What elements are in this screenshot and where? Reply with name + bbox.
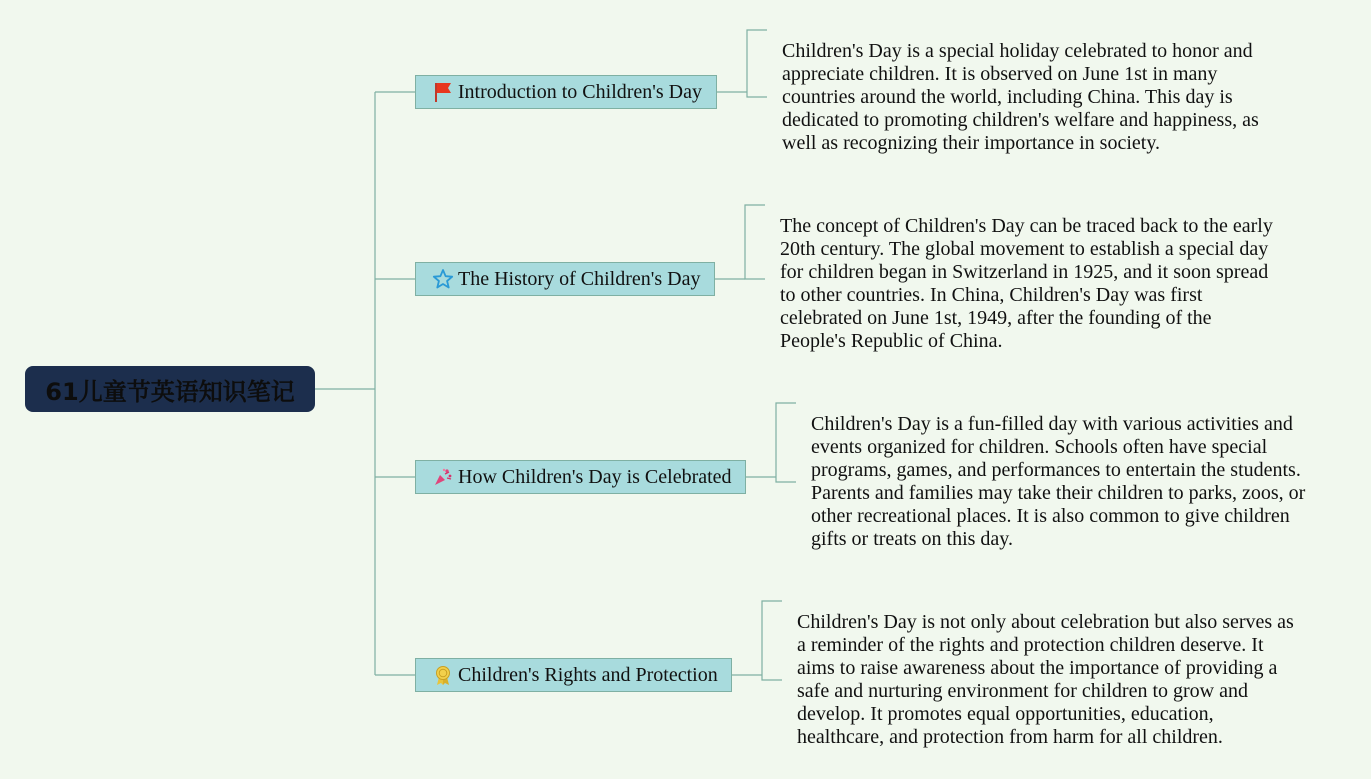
note-line: other recreational places. It is also common to give children	[811, 505, 1290, 527]
red-flag-icon	[432, 81, 454, 103]
note-line: a reminder of the rights and protection children deserve. It	[797, 634, 1264, 656]
note-line: dedicated to promoting children's welfare and happiness, as	[782, 109, 1259, 131]
root-title: 61儿童节英语知识笔记	[45, 377, 295, 406]
note-line: safe and nurturing environment for children to grow and	[797, 680, 1248, 702]
note-line: programs, games, and performances to entertain the students.	[811, 459, 1301, 481]
note-line: events organized for children. Schools often have special	[811, 436, 1268, 458]
branch-label: Introduction to Children's Day	[457, 80, 702, 103]
note-line: countries around the world, including China. This day is	[782, 86, 1233, 108]
branch-label: How Children's Day is Celebrated	[458, 465, 732, 488]
note-line: 20th century. The global movement to establish a special day	[780, 238, 1269, 260]
award-ribbon-icon	[432, 664, 454, 686]
note-line: aims to raise awareness about the importance of providing a	[797, 657, 1278, 679]
note-line: for children began in Switzerland in 1925, and it soon spread	[780, 261, 1269, 283]
note-line: Children's Day is a fun-filled day with various activities and	[811, 413, 1293, 435]
star-icon	[432, 268, 454, 290]
note-history	[780, 215, 1273, 353]
note-line: healthcare, and protection from harm for all children.	[797, 726, 1223, 748]
branch-history[interactable]	[415, 262, 715, 296]
note-line: People's Republic of China.	[780, 330, 1003, 352]
note-line: appreciate children. It is observed on June 1st in many	[782, 63, 1218, 85]
branch-label: The History of Children's Day	[458, 267, 701, 290]
note-rights	[797, 611, 1294, 749]
note-line: gifts or treats on this day.	[811, 528, 1014, 550]
root-topic[interactable]	[25, 366, 315, 412]
branch-celebration[interactable]	[415, 460, 746, 494]
note-line: develop. It promotes equal opportunities, education,	[797, 703, 1214, 725]
note-line: to other countries. In China, Children's Day was first	[780, 284, 1203, 306]
branch-rights[interactable]	[415, 658, 732, 692]
note-line: celebrated on June 1st, 1949, after the founding of the	[780, 307, 1212, 329]
note-line: The concept of Children's Day can be traced back to the early	[780, 215, 1273, 237]
branch-label: Children's Rights and Protection	[458, 663, 718, 686]
note-line: Children's Day is a special holiday celebrated to honor and	[782, 40, 1253, 62]
party-popper-icon	[432, 466, 454, 488]
note-line: Children's Day is not only about celebration but also serves as	[797, 611, 1294, 633]
note-celebration	[811, 413, 1305, 551]
note-line: Parents and families may take their children to parks, zoos, or	[811, 482, 1306, 504]
note-line: well as recognizing their importance in society.	[782, 132, 1161, 154]
note-introduction	[782, 40, 1259, 155]
branch-introduction[interactable]	[415, 75, 717, 109]
